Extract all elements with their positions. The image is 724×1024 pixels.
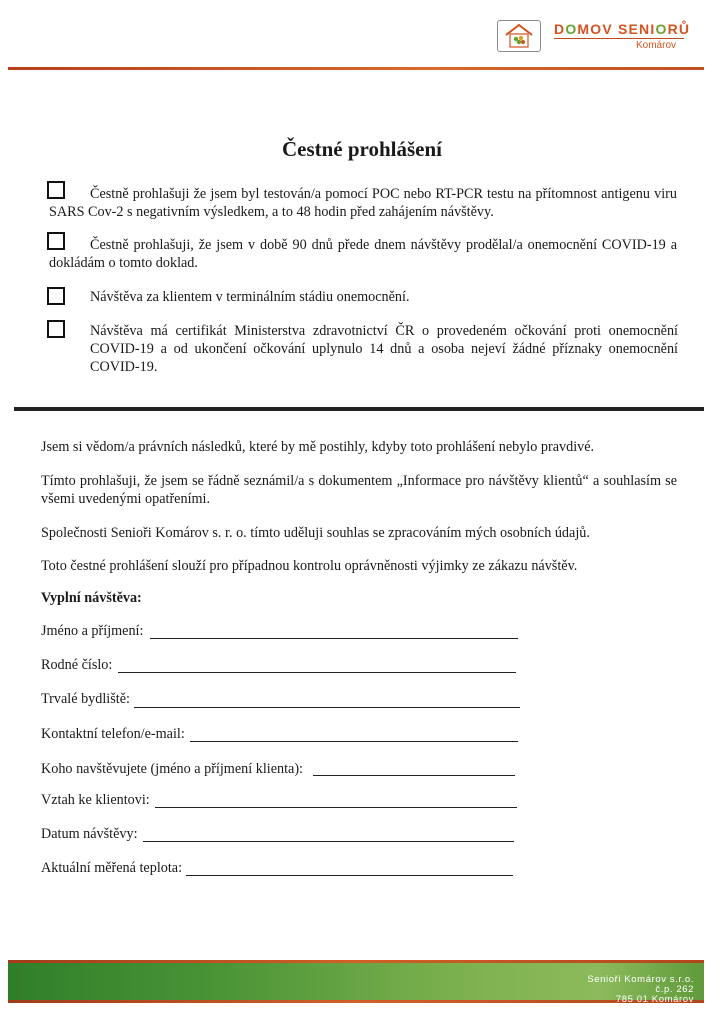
statement-1: Jsem si vědom/a právních následků, které by mě postihly, kdyby toto prohlášení nebylo pravdivé.	[41, 439, 595, 455]
footer-company: Senioři Komárov s.r.o.	[587, 974, 694, 985]
field-line-address[interactable]	[134, 707, 520, 708]
logo-underline	[554, 38, 684, 39]
logo-title: DOMOV SENIORŮ	[554, 21, 691, 37]
section-divider	[14, 407, 704, 411]
option-checkbox-3[interactable]	[47, 287, 65, 305]
field-line-relation[interactable]	[155, 807, 517, 808]
option-text-4: Návštěva má certifikát Ministerstva zdravotnictví ČR o provedeném očkování proti onemocnění COVID-19 a od ukončení očkování uplynulo 14 dnů a osoba nejeví žádné příznaky onemocnění COVID-19.	[90, 323, 678, 375]
field-line-temperature[interactable]	[186, 875, 513, 876]
field-label-temperature: Aktuální měřená teplota:	[41, 860, 183, 876]
house-icon	[497, 20, 541, 52]
field-line-contact[interactable]	[190, 741, 518, 742]
page-title: Čestné prohlášení	[281, 137, 443, 161]
form-heading: Vyplní návštěva:	[41, 590, 142, 606]
header-divider	[8, 67, 704, 70]
field-line-birth-number[interactable]	[118, 672, 516, 673]
footer-address	[587, 975, 694, 1005]
field-label-visited-client: Koho navštěvujete (jméno a příjmení klienta):	[41, 761, 303, 777]
field-line-visited-client[interactable]	[313, 775, 515, 776]
footer-top-rule	[8, 960, 704, 963]
field-label-relation: Vztah ke klientovi:	[41, 792, 150, 808]
option-text-3: Návštěva za klientem v terminálním stádiu onemocnění.	[90, 289, 410, 305]
field-label-address: Trvalé bydliště:	[41, 691, 130, 707]
option-text-2: Čestně prohlašuji, že jsem v době 90 dnů přede dnem návštěvy prodělal/a onemocnění COVID-19 a dokládám o tomto doklad.	[49, 237, 677, 271]
field-line-visit-date[interactable]	[143, 841, 514, 842]
statement-4: Toto čestné prohlášení slouží pro případnou kontrolu oprávněnosti výjimky ze zákazu návštěv.	[41, 558, 578, 574]
option-text-1: Čestně prohlašuji že jsem byl testován/a pomocí POC nebo RT-PCR testu na přítomnost antigenu viru SARS Cov-2 s negativním výsledkem, a to 48 hodin před zahájením návštěvy.	[49, 186, 677, 220]
field-label-name: Jméno a příjmení:	[41, 623, 144, 639]
field-label-visit-date: Datum návštěvy:	[41, 826, 138, 842]
field-label-contact: Kontaktní telefon/e-mail:	[41, 726, 185, 742]
field-line-name[interactable]	[150, 638, 518, 639]
statement-2: Tímto prohlašuji, že jsem se řádně seznámil/a s dokumentem „Informace pro návštěvy klientů“ a souhlasím se všemi uvedenými opatřeními.	[41, 473, 677, 507]
logo-subtitle: Komárov	[636, 40, 677, 51]
option-checkbox-4[interactable]	[47, 320, 65, 338]
footer-street: č.p. 262	[655, 984, 694, 995]
statement-3: Společnosti Senioři Komárov s. r. o. tímto uděluji souhlas se zpracováním mých osobních údajů.	[41, 525, 590, 541]
footer-city: 785 01 Komárov	[615, 994, 694, 1005]
field-label-birth-number: Rodné číslo:	[41, 657, 113, 673]
